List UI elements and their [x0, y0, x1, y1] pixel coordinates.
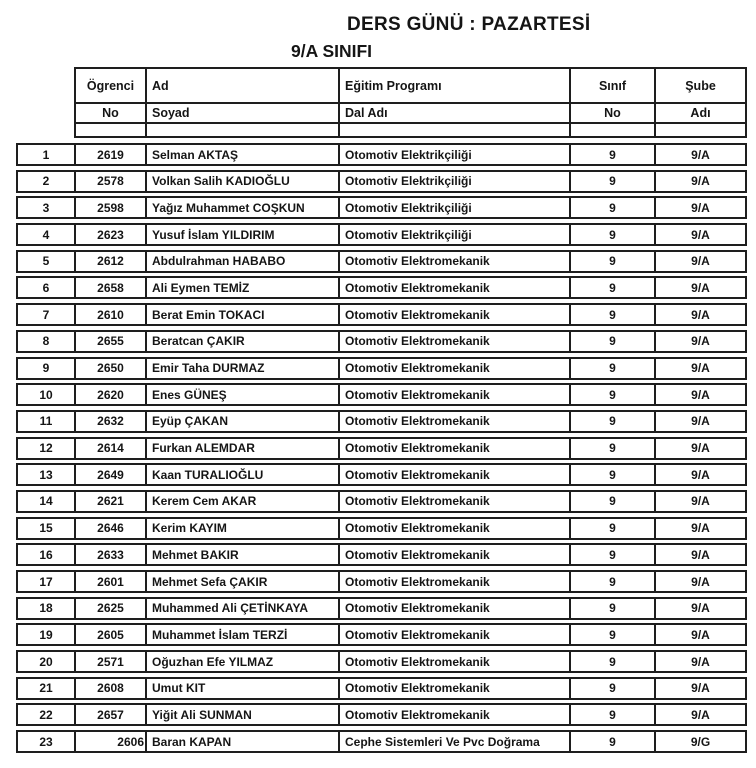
student-table-body — [16, 143, 747, 757]
cell-name: Muhammet İslam TERZİ — [147, 625, 340, 644]
cell-student-no: 2606 — [76, 732, 147, 751]
cell-student-no: 2646 — [76, 519, 147, 538]
header-empty-cell — [656, 124, 745, 136]
cell-branch: 9/A — [691, 227, 710, 242]
cell-row-number: 1 — [18, 145, 76, 164]
cell-branch: 9/A — [691, 574, 710, 589]
cell-branch: 9/A — [691, 307, 710, 322]
header-cell-surname: Soyad — [147, 104, 340, 122]
cell-student-no: 2619 — [76, 145, 147, 164]
table-row — [16, 250, 747, 273]
cell-student-no: 2625 — [76, 599, 147, 618]
cell-name: Volkan Salih KADIOĞLU — [147, 172, 340, 191]
header-cell-field-name: Dal Adı — [340, 104, 571, 122]
cell-program: Otomotiv Elektromekanik — [340, 705, 571, 724]
cell-name: Furkan ALEMDAR — [147, 439, 340, 458]
cell-grade: 9 — [571, 652, 656, 671]
cell-branch: 9/A — [691, 200, 710, 215]
cell-program: Otomotiv Elektromekanik — [340, 252, 571, 271]
cell-name: Muhammed Ali ÇETİNKAYA — [147, 599, 340, 618]
cell-grade: 9 — [571, 572, 656, 591]
table-row — [16, 410, 747, 433]
cell-grade: 9 — [571, 465, 656, 484]
table-row — [16, 703, 747, 726]
cell-program: Otomotiv Elektromekanik — [340, 545, 571, 564]
cell-grade: 9 — [571, 145, 656, 164]
cell-name: Kerim KAYIM — [147, 519, 340, 538]
cell-grade: 9 — [571, 545, 656, 564]
cell-branch: 9/A — [691, 681, 710, 696]
cell-student-no: 2605 — [76, 625, 147, 644]
cell-program: Otomotiv Elektromekanik — [340, 679, 571, 698]
cell-student-no: 2610 — [76, 305, 147, 324]
cell-grade: 9 — [571, 198, 656, 217]
cell-branch: 9/A — [691, 654, 710, 669]
cell-branch: 9/A — [691, 361, 710, 375]
cell-grade: 9 — [571, 705, 656, 724]
cell-student-no: 2658 — [76, 278, 147, 297]
page-title-class: 9/A SINIFI — [291, 41, 373, 61]
cell-program: Otomotiv Elektromekanik — [340, 305, 571, 324]
table-row — [16, 383, 747, 406]
cell-name: Oğuzhan Efe YILMAZ — [147, 652, 340, 671]
cell-grade: 9 — [571, 625, 656, 644]
cell-branch: 9/A — [691, 467, 710, 482]
cell-name: Yusuf İslam YILDIRIM — [147, 225, 340, 244]
cell-grade: 9 — [571, 492, 656, 511]
cell-student-no: 2608 — [76, 679, 147, 698]
cell-student-no: 2620 — [76, 385, 147, 404]
cell-name: Eyüp ÇAKAN — [147, 412, 340, 431]
header-cell-program: Eğitim Programı — [340, 69, 571, 102]
cell-branch: 9/G — [690, 734, 711, 749]
cell-name: Enes GÜNEŞ — [147, 385, 340, 404]
header-empty-cell — [76, 124, 147, 136]
cell-name: Mehmet BAKIR — [147, 545, 340, 564]
cell-branch: 9/A — [691, 387, 710, 402]
cell-student-no: 2578 — [76, 172, 147, 191]
cell-student-no: 2614 — [76, 439, 147, 458]
cell-grade: 9 — [571, 252, 656, 271]
cell-row-number: 13 — [18, 465, 76, 484]
table-row — [16, 570, 747, 593]
cell-branch: 9/A — [691, 147, 710, 162]
header-cell-branch: Şube — [685, 78, 716, 93]
table-row — [16, 170, 747, 193]
cell-grade: 9 — [571, 278, 656, 297]
cell-student-no: 2649 — [76, 465, 147, 484]
cell-name: Selman AKTAŞ — [147, 145, 340, 164]
cell-program: Otomotiv Elektromekanik — [340, 492, 571, 511]
table-row — [16, 276, 747, 299]
cell-name: Berat Emin TOKACI — [147, 305, 340, 324]
table-row — [16, 196, 747, 219]
cell-branch: 9/A — [691, 334, 710, 349]
cell-grade: 9 — [571, 732, 656, 751]
table-row — [16, 623, 747, 646]
header-cell-number: No — [76, 104, 147, 122]
cell-student-no: 2650 — [76, 359, 147, 378]
cell-row-number: 12 — [18, 439, 76, 458]
cell-branch: 9/A — [691, 280, 710, 295]
cell-student-no: 2621 — [76, 492, 147, 511]
cell-grade: 9 — [571, 519, 656, 538]
cell-program: Otomotiv Elektromekanik — [340, 519, 571, 538]
cell-grade: 9 — [571, 225, 656, 244]
header-empty-cell — [340, 124, 571, 136]
cell-row-number: 15 — [18, 519, 76, 538]
cell-program: Otomotiv Elektrikçiliği — [340, 172, 571, 191]
cell-grade: 9 — [571, 439, 656, 458]
cell-row-number: 4 — [18, 225, 76, 244]
table-header — [74, 67, 747, 138]
cell-row-number: 9 — [18, 359, 76, 378]
cell-program: Otomotiv Elektromekanik — [340, 572, 571, 591]
cell-name: Ali Eymen TEMİZ — [147, 278, 340, 297]
cell-name: Abdulrahman HABABO — [147, 252, 340, 271]
cell-program: Otomotiv Elektrikçiliği — [340, 145, 571, 164]
table-header-row-empty — [76, 122, 745, 136]
cell-student-no: 2612 — [76, 252, 147, 271]
cell-name: Yağız Muhammet COŞKUN — [147, 198, 340, 217]
cell-branch: 9/A — [691, 254, 710, 269]
cell-branch: 9/A — [691, 707, 710, 722]
table-row — [16, 677, 747, 700]
table-row — [16, 143, 747, 166]
table-row — [16, 730, 747, 753]
cell-row-number: 21 — [18, 679, 76, 698]
cell-program: Otomotiv Elektromekanik — [340, 278, 571, 297]
cell-row-number: 5 — [18, 252, 76, 271]
cell-name: Umut KIT — [147, 679, 340, 698]
table-row — [16, 543, 747, 566]
cell-student-no: 2623 — [76, 225, 147, 244]
cell-row-number: 18 — [18, 599, 76, 618]
table-header-row-bottom — [76, 102, 745, 122]
cell-row-number: 7 — [18, 305, 76, 324]
header-cell-grade: Sınıf — [571, 69, 656, 102]
cell-grade: 9 — [571, 412, 656, 431]
cell-branch: 9/A — [691, 601, 710, 616]
cell-row-number: 23 — [18, 732, 76, 751]
cell-branch: 9/A — [691, 174, 710, 189]
cell-student-no: 2571 — [76, 652, 147, 671]
cell-student-no: 2601 — [76, 572, 147, 591]
header-cell-student: Ögrenci — [76, 69, 147, 102]
cell-program: Otomotiv Elektromekanik — [340, 652, 571, 671]
table-row — [16, 223, 747, 246]
table-row — [16, 597, 747, 620]
table-row — [16, 437, 747, 460]
header-cell-firstname: Ad — [147, 69, 340, 102]
cell-program: Cephe Sistemleri Ve Pvc Doğrama — [340, 732, 571, 751]
cell-row-number: 22 — [18, 705, 76, 724]
cell-name: Beratcan ÇAKIR — [147, 332, 340, 351]
cell-row-number: 8 — [18, 332, 76, 351]
cell-row-number: 16 — [18, 545, 76, 564]
table-row — [16, 517, 747, 540]
cell-program: Otomotiv Elektromekanik — [340, 385, 571, 404]
cell-student-no: 2632 — [76, 412, 147, 431]
cell-program: Otomotiv Elektromekanik — [340, 625, 571, 644]
cell-student-no: 2655 — [76, 332, 147, 351]
table-row — [16, 463, 747, 486]
cell-branch: 9/A — [691, 627, 710, 642]
header-cell-branch-name: Adı — [690, 106, 711, 120]
table-row — [16, 490, 747, 513]
cell-program: Otomotiv Elektromekanik — [340, 359, 571, 378]
cell-name: Kerem Cem AKAR — [147, 492, 340, 511]
cell-grade: 9 — [571, 172, 656, 191]
header-empty-cell — [571, 124, 656, 136]
cell-program: Otomotiv Elektromekanik — [340, 412, 571, 431]
cell-program: Otomotiv Elektromekanik — [340, 439, 571, 458]
cell-name: Emir Taha DURMAZ — [147, 359, 340, 378]
table-row — [16, 303, 747, 326]
cell-student-no: 2598 — [76, 198, 147, 217]
cell-row-number: 14 — [18, 492, 76, 511]
table-row — [16, 650, 747, 673]
cell-name: Mehmet Sefa ÇAKIR — [147, 572, 340, 591]
cell-branch: 9/A — [691, 441, 710, 456]
cell-name: Baran KAPAN — [147, 732, 340, 751]
table-header-row-top — [76, 69, 745, 102]
cell-name: Yiğit Ali SUNMAN — [147, 705, 340, 724]
cell-name: Kaan TURALIOĞLU — [147, 465, 340, 484]
header-cell-grade-no: No — [571, 104, 656, 122]
cell-grade: 9 — [571, 599, 656, 618]
cell-program: Otomotiv Elektrikçiliği — [340, 225, 571, 244]
table-row — [16, 357, 747, 380]
cell-grade: 9 — [571, 359, 656, 378]
table-row — [16, 330, 747, 353]
cell-program: Otomotiv Elektromekanik — [340, 465, 571, 484]
cell-row-number: 10 — [18, 385, 76, 404]
cell-grade: 9 — [571, 679, 656, 698]
cell-row-number: 17 — [18, 572, 76, 591]
cell-branch: 9/A — [691, 547, 710, 562]
cell-row-number: 3 — [18, 198, 76, 217]
cell-grade: 9 — [571, 332, 656, 351]
cell-student-no: 2633 — [76, 545, 147, 564]
cell-row-number: 6 — [18, 278, 76, 297]
cell-row-number: 20 — [18, 652, 76, 671]
cell-row-number: 11 — [18, 412, 76, 431]
cell-branch: 9/A — [691, 494, 710, 509]
header-empty-cell — [147, 124, 340, 136]
cell-grade: 9 — [571, 305, 656, 324]
cell-grade: 9 — [571, 385, 656, 404]
cell-branch: 9/A — [691, 521, 710, 536]
page-title-day: DERS GÜNÜ : PAZARTESİ — [347, 14, 591, 35]
cell-program: Otomotiv Elektromekanik — [340, 332, 571, 351]
cell-program: Otomotiv Elektrikçiliği — [340, 198, 571, 217]
cell-student-no: 2657 — [76, 705, 147, 724]
cell-row-number: 19 — [18, 625, 76, 644]
cell-row-number: 2 — [18, 172, 76, 191]
cell-program: Otomotiv Elektromekanik — [340, 599, 571, 618]
cell-branch: 9/A — [691, 414, 710, 429]
